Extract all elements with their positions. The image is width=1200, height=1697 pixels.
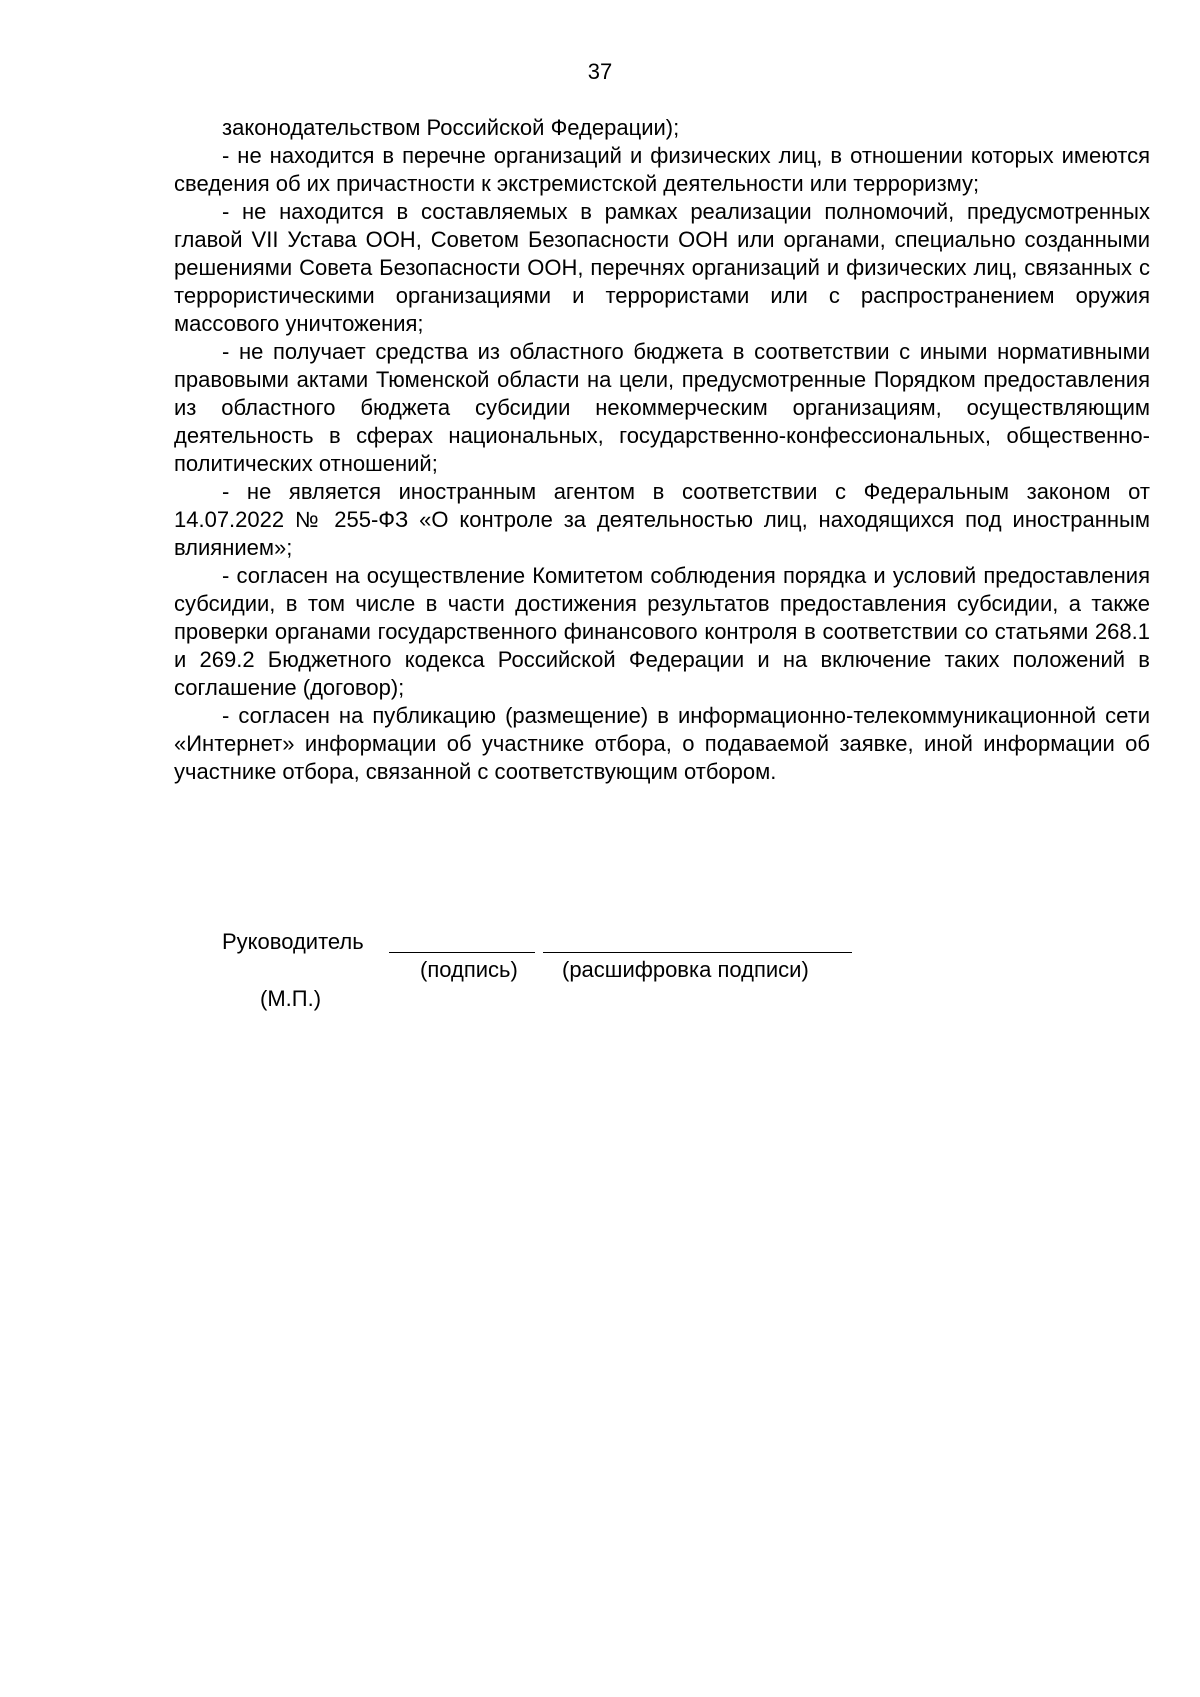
signature-block: [174, 928, 1150, 1028]
paragraph-un-list: - не находится в составляемых в рамках реализации полномочий, предусмотренных главой VII Устава ООН, Советом Безопасности ООН или органами, специально созданными решениями Совета Безопасности ООН, перечнях организаций и физических лиц, связанных с террористическими организациями и террористами или с распространением оружия массового уничтожения;: [174, 199, 1150, 336]
signature-line: [389, 952, 535, 953]
document-body: [174, 114, 1150, 786]
signature-decoding-line: [543, 952, 852, 953]
signature-caption: (подпись): [420, 957, 518, 982]
paragraph-foreign-agent: - не является иностранным агентом в соответствии с Федеральным законом от 14.07.2022 № 255-ФЗ «О контроле за деятельностью лиц, находящихся под иностранным влиянием»;: [174, 479, 1150, 560]
signature-decoding-caption: (расшифровка подписи): [562, 957, 809, 982]
page-number: 37: [587, 59, 613, 84]
paragraph-regional-budget: - не получает средства из областного бюджета в соответствии с иными нормативными правовыми актами Тюменской области на цели, предусмотренные Порядком предоставления из областного бюджета субсидии некоммерческим организациям, осуществляющим деятельность в сферах национальных, государственно-конфессиональных, общественно-политических отношений;: [174, 339, 1150, 476]
signature-label: Руководитель: [222, 929, 364, 954]
paragraph-extremism-list: - не находится в перечне организаций и физических лиц, в отношении которых имеются сведения об их причастности к экстремистской деятельности или терроризму;: [174, 143, 1150, 196]
paragraph-consent-publication: - согласен на публикацию (размещение) в информационно-телекоммуникационной сети «Интернет» информации об участнике отбора, о подаваемой заявке, иной информации об участнике отбора, связанной с соответствующим отбором.: [174, 703, 1150, 784]
paragraph-continuation: законодательством Российской Федерации);: [222, 115, 680, 140]
stamp-label: (М.П.): [260, 986, 322, 1011]
paragraph-consent-control: - согласен на осуществление Комитетом соблюдения порядка и условий предоставления субсидии, в том числе в части достижения результатов предоставления субсидии, а также проверки органами государственного финансового контроля в соответствии со статьями 268.1 и 269.2 Бюджетного кодекса Российской Федерации и на включение таких положений в соглашение (договор);: [174, 563, 1150, 700]
